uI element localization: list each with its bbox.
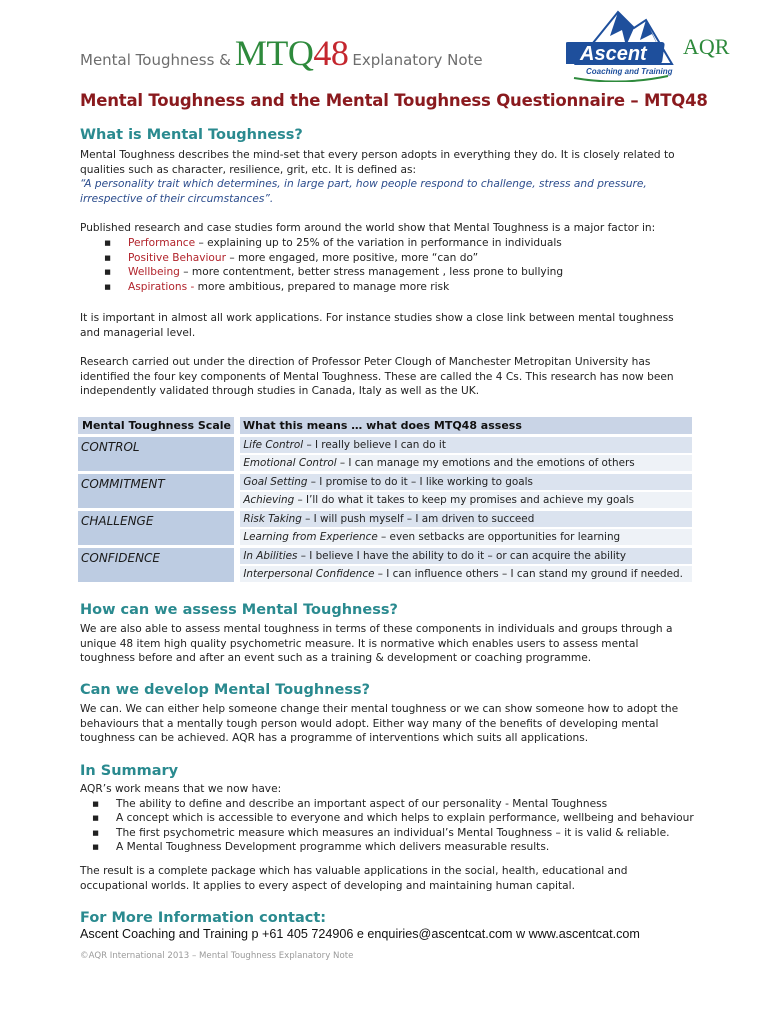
- table-header-scale: Mental Toughness Scale: [78, 417, 234, 434]
- list-item: ▪ The first psychometric measure which measures an individual’s Mental Toughness – it is valid & reliable.: [92, 827, 670, 839]
- list-item: ▪ A Mental Toughness Development programme which delivers measurable results.: [92, 841, 550, 853]
- scale-confidence: CONFIDENCE: [78, 548, 234, 582]
- research-paragraph: Published research and case studies form around the world show that Mental Toughness is a major factor in:: [80, 222, 656, 234]
- list-item: ▪ Wellbeing – more contentment, better stress management , less prone to bullying: [104, 266, 564, 278]
- research-direction-paragraph: Research carried out under the direction of Professor Peter Clough of Manchester Metropitan University has identified the four key components of Mental Toughness. These are called the 4 Cs. This research has now been independently validated through studies in Canada, Italy as well as the UK.: [80, 356, 674, 398]
- header-right-text: Explanatory Note: [352, 51, 483, 69]
- heading-what-is: What is Mental Toughness?: [80, 127, 303, 143]
- heading-summary: In Summary: [80, 763, 179, 779]
- header-left-text: Mental Toughness &: [80, 51, 231, 69]
- summary-intro: AQR’s work means that we now have:: [80, 783, 282, 795]
- table-row: Risk Taking – I will push myself – I am driven to succeed: [240, 511, 692, 527]
- heading-develop: Can we develop Mental Toughness?: [80, 682, 371, 698]
- assess-paragraph: We are also able to assess mental toughness in terms of these components in individuals and groups through a unique 48 item high quality psychometric measure. It is normative which enables users to assess mental toughness before and after an event such as a training & development or coaching programme.: [80, 623, 673, 665]
- aqr-logo: AQR: [683, 34, 730, 59]
- table-header-meaning: What this means … what does MTQ48 assess: [240, 417, 692, 434]
- intro-paragraph: Mental Toughness describes the mind-set that every person adopts in everything they do. It is closely related to qualities such as character, resilience, grit, etc. It is defined as:: [80, 149, 675, 176]
- table-row: Achieving – I’ll do what it takes to keep my promises and achieve my goals: [240, 492, 692, 508]
- definition-quote: “A personality trait which determines, in large part, how people respond to challenge, stress and pressure, irrespective of their circumstances”.: [80, 178, 647, 205]
- heading-contact: For More Information contact:: [80, 910, 327, 926]
- list-item: ▪ Performance – explaining up to 25% of the variation in performance in individuals: [104, 237, 562, 249]
- document-title: Mental Toughness and the Mental Toughness Questionnaire – MTQ48: [80, 91, 708, 110]
- scale-commitment: COMMITMENT: [78, 474, 234, 508]
- table-row: Learning from Experience – even setbacks are opportunities for learning: [240, 529, 692, 545]
- header-banner: [80, 32, 483, 72]
- scale-control: CONTROL: [78, 437, 234, 471]
- mtq-letters: MTQ: [234, 33, 314, 73]
- list-item: ▪ Positive Behaviour – more engaged, more positive, more “can do”: [104, 252, 479, 264]
- ascent-logo: [566, 6, 676, 82]
- logo-sub: Coaching and Training: [586, 67, 673, 76]
- closing-paragraph: The result is a complete package which has valuable applications in the social, health, educational and occupational worlds. It applies to every aspect of developing and maintaining human capital.: [80, 865, 628, 892]
- mtq48-wordmark: [235, 32, 349, 74]
- mtq-number: 48: [313, 33, 349, 73]
- work-applications-paragraph: It is important in almost all work applications. For instance studies show a close link between mental toughness and managerial level.: [80, 312, 674, 339]
- table-row: In Abilities – I believe I have the ability to do it – or can acquire the ability: [240, 548, 692, 564]
- list-item: ▪ A concept which is accessible to everyone and which helps to explain performance, wellbeing and behaviour: [92, 812, 694, 824]
- heading-assess: How can we assess Mental Toughness?: [80, 602, 398, 618]
- contact-line: Ascent Coaching and Training p +61 405 724906 e enquiries@ascentcat.com w www.ascentcat.com: [80, 927, 640, 941]
- table-row: Interpersonal Confidence – I can influence others – I can stand my ground if needed.: [240, 566, 692, 582]
- scale-challenge: CHALLENGE: [78, 511, 234, 545]
- list-item: ▪ The ability to define and describe an important aspect of our personality - Mental Toughness: [92, 798, 608, 810]
- footer-copyright: ©AQR International 2013 – Mental Toughness Explanatory Note: [80, 951, 354, 961]
- table-row: Life Control – I really believe I can do it: [240, 437, 692, 453]
- list-item: ▪ Aspirations - more ambitious, prepared to manage more risk: [104, 281, 450, 293]
- table-row: Emotional Control – I can manage my emotions and the emotions of others: [240, 455, 692, 471]
- table-row: Goal Setting – I promise to do it – I like working to goals: [240, 474, 692, 490]
- logo-word: Ascent: [580, 43, 647, 65]
- develop-paragraph: We can. We can either help someone change their mental toughness or we can show someone how to adopt the behaviours that a mentally tough person would adopt. Either way many of the benefits of developing mental toughness can be achieved. AQR has a programme of interventions which suits all applications.: [80, 703, 679, 745]
